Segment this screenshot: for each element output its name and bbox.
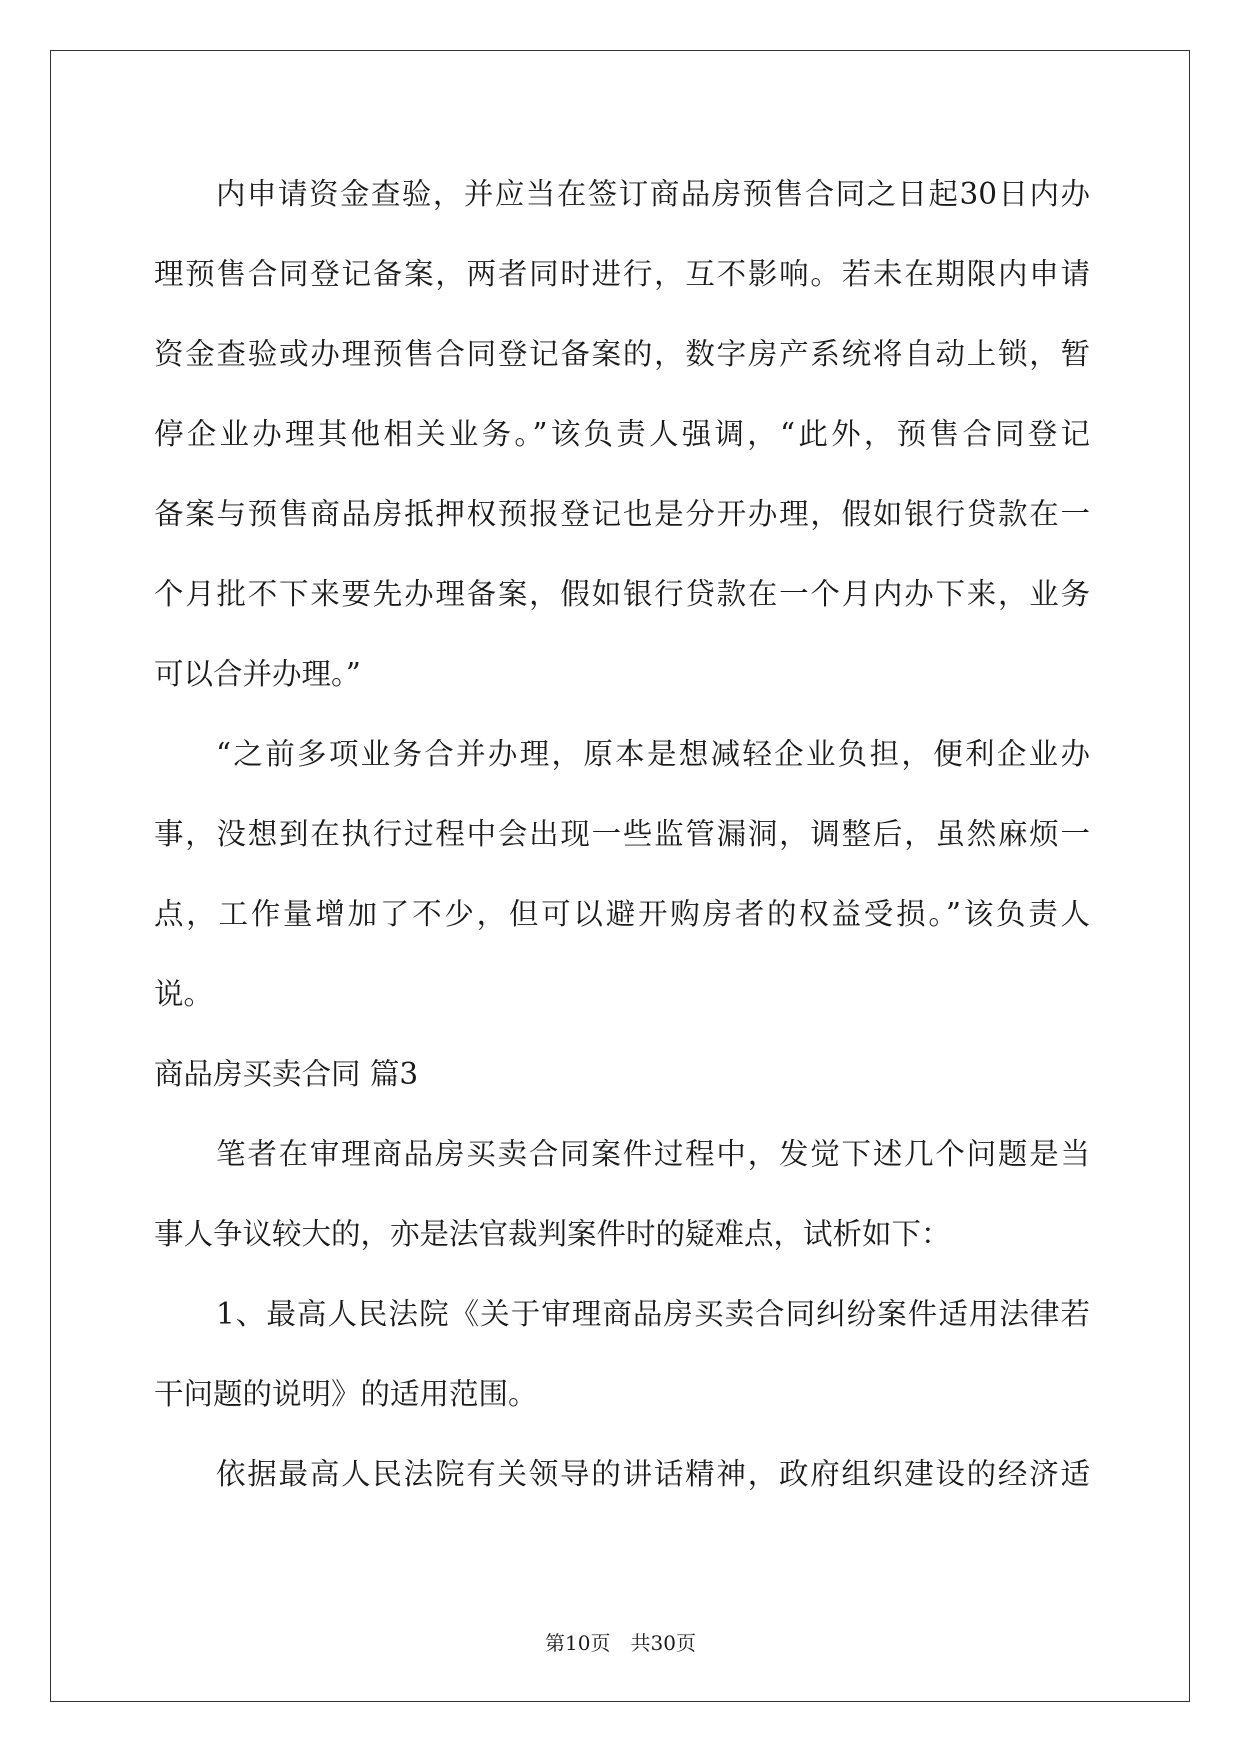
paragraph-line: 1、最高人民法院《关于审理商品房买卖合同纠纷案件适用法律若 [216, 1297, 1090, 1331]
document-body [154, 160, 1090, 1520]
paragraph-line: 事人争议较大的，亦是法官裁判案件时的疑难点，试析如下： [154, 1217, 951, 1251]
paragraph-line: 可以合并办理。” [154, 657, 361, 691]
paragraph-line: 干问题的说明》的适用范围。 [154, 1377, 538, 1411]
section-heading: 商品房买卖合同 篇3 [154, 1057, 419, 1091]
paragraph-line: 内申请资金查验，并应当在签订商品房预售合同之日起30日内办 [216, 177, 1090, 211]
paragraph-line: 停企业办理其他相关业务。”该负责人强调，“此外，预售合同登记 [154, 417, 1090, 451]
paragraph-line: 说。 [154, 977, 214, 1011]
paragraph-line: 资金查验或办理预售合同登记备案的，数字房产系统将自动上锁，暂 [154, 337, 1090, 371]
paragraph-line: 点，工作量增加了不少，但可以避开购房者的权益受损。”该负责人 [154, 897, 1090, 931]
paragraph-line: 笔者在审理商品房买卖合同案件过程中，发觉下述几个问题是当 [216, 1137, 1090, 1171]
page-number: 第10页 共30页 [545, 1631, 696, 1655]
paragraph-line: 备案与预售商品房抵押权预报登记也是分开办理，假如银行贷款在一 [154, 497, 1090, 531]
paragraph-line: 个月批不下来要先办理备案，假如银行贷款在一个月内办下来，业务 [154, 577, 1090, 611]
paragraph-line: 依据最高人民法院有关领导的讲话精神，政府组织建设的经济适 [216, 1457, 1090, 1491]
paragraph-line: 事，没想到在执行过程中会出现一些监管漏洞，调整后，虽然麻烦一 [154, 817, 1090, 851]
paragraph-line: “之前多项业务合并办理，原本是想减轻企业负担，便利企业办 [216, 737, 1090, 771]
paragraph-line: 理预售合同登记备案，两者同时进行，互不影响。若未在期限内申请 [154, 257, 1090, 291]
